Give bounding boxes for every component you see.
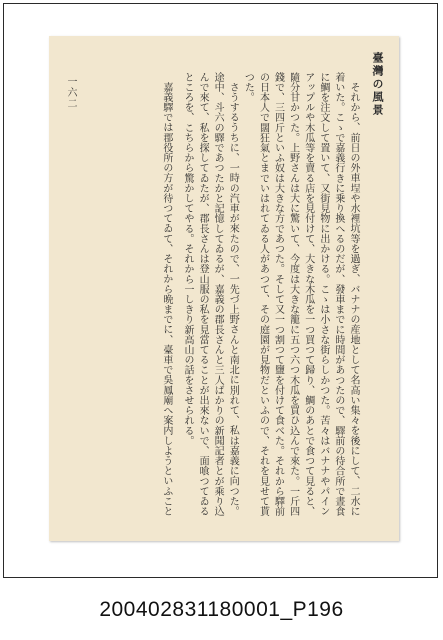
image-caption-id: 200402831180001_P196 — [99, 598, 344, 621]
archive-card — [3, 3, 438, 578]
book-page — [49, 36, 399, 541]
paragraph: それから、前日の外車埕や水裡坑等を過ぎ、バナナの産地として名高い集々を後にして、二水に着いた。こゝで嘉義行きに乗り換へるのだが、發車までに時間があつたので、驛前の待合所で晝食に鯛を注文して置いて、又街見物に出かける。こゝは小さな街らしかつた。苦々はバナナやパインアップルや木瓜等を賣る店を見付けて、大きな木瓜を一つ買つて歸り、鯛のあとで食つて見ると、隨分甘かつた。上野さんは大に驚いて、今度は大きな籠に五つ六つ木瓜を買ひ込んで來た。一斤四錢で、三四斤といふ奴は大きな方であつた。そして又一つ割つて鹽を付けて食べた。それから驛前の日本人で闊狂氣とまでいはれてゐる人があつて、その庭園が見物だといふので、それを見せて貰つた。 — [242, 72, 359, 517]
page-number: 一六二 — [65, 76, 76, 109]
running-header: 臺灣の風景 — [371, 52, 384, 117]
paragraph: 嘉義驛では郡役所の方が待つてゐて、それから晩までに、臺車で吳鳳廟へ案内しようといふこと — [160, 82, 172, 517]
paragraph: さうするうちに、一時の汽車が來たので、一先づ上野さんと南北に別れて、私は嘉義に向つた。途中、斗六の驛であつたかと記憶してゐるが、嘉義の郡長さんと三人ばかりの新聞記者とが乘り込んで來て、私を探してゐたが、郡長さんは登山服の私を見當てることが出來ないで、面喰つてゐるところを、こちらから驚かしてやる。それから一しきり新高山の話をさせられる。 — [181, 72, 239, 517]
page-body-text — [76, 72, 361, 517]
